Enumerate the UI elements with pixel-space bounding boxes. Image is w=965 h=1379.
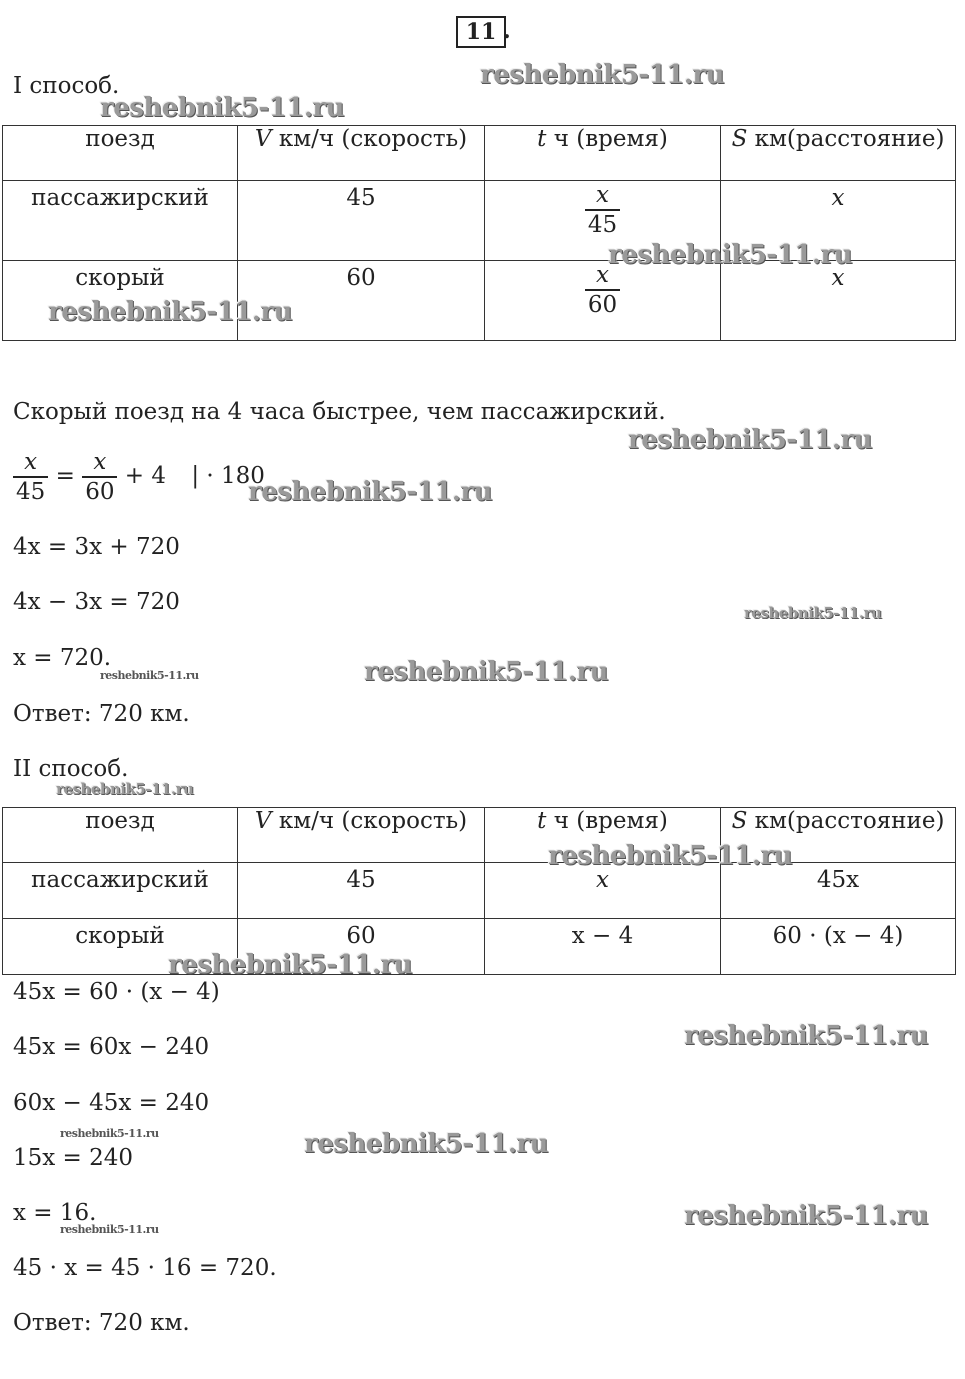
- header-time: t ч (время): [485, 808, 721, 863]
- header-train: поезд: [3, 126, 238, 181]
- watermark: reshebnik5-11.ru: [684, 1021, 929, 1051]
- cell-train: скорый: [3, 261, 238, 341]
- step: x = 16.: [13, 1200, 97, 1226]
- method2-title: II способ.: [13, 756, 129, 782]
- watermark: reshebnik5-11.ru: [248, 477, 493, 507]
- watermark: reshebnik5-11.ru: [56, 780, 194, 798]
- watermark: reshebnik5-11.ru: [628, 425, 873, 455]
- header-distance: S км(расстояние): [721, 808, 956, 863]
- watermark: reshebnik5-11.ru: [480, 60, 725, 90]
- watermark: reshebnik5-11.ru: [548, 841, 793, 871]
- header-distance: S км(расстояние): [721, 126, 956, 181]
- step: 15x = 240: [13, 1145, 134, 1171]
- step: 45x = 60x − 240: [13, 1034, 210, 1060]
- step: 4x − 3x = 720: [13, 589, 180, 615]
- header-speed: V км/ч (скорость): [238, 808, 485, 863]
- cell-speed: 45: [238, 181, 485, 261]
- cell-speed: 60: [238, 261, 485, 341]
- watermark: reshebnik5-11.ru: [100, 93, 345, 123]
- cell-distance: 45x: [721, 863, 956, 919]
- header-speed: V км/ч (скорость): [238, 126, 485, 181]
- cell-time: x: [485, 863, 721, 919]
- watermark: reshebnik5-11.ru: [304, 1129, 549, 1159]
- watermark: reshebnik5-11.ru: [100, 669, 199, 682]
- header-train: поезд: [3, 808, 238, 863]
- time-fraction: $\frac{x}{45}$: [585, 181, 620, 239]
- cell-train: скорый: [3, 919, 238, 975]
- answer-2: Ответ: 720 км.: [13, 1310, 190, 1336]
- rhs-fraction: $\frac{x}{60}$: [82, 448, 117, 506]
- method1-title: I способ.: [13, 73, 120, 99]
- statement: Скорый поезд на 4 часа быстрее, чем пассажирский.: [13, 399, 666, 425]
- lhs-fraction: $\frac{x}{45}$: [13, 448, 48, 506]
- watermark: reshebnik5-11.ru: [60, 1127, 159, 1140]
- watermark: reshebnik5-11.ru: [744, 604, 882, 622]
- cell-speed: 60: [238, 919, 485, 975]
- step: x = 720.: [13, 645, 112, 671]
- equation-1: $\frac{x}{45}$ = $\frac{x}{60}$ + 4 | · 180: [13, 448, 265, 506]
- step: 60x − 45x = 240: [13, 1090, 210, 1116]
- cell-distance: x: [721, 261, 956, 341]
- watermark: reshebnik5-11.ru: [168, 950, 413, 980]
- step: 45 · x = 45 · 16 = 720.: [13, 1255, 277, 1281]
- watermark: reshebnik5-11.ru: [364, 657, 609, 687]
- cell-speed: 45: [238, 863, 485, 919]
- header-time: t ч (время): [485, 126, 721, 181]
- problem-number-dot: .: [503, 18, 511, 44]
- table-header-row: [3, 808, 956, 863]
- step: 4x = 3x + 720: [13, 534, 180, 560]
- method2-table: [2, 807, 956, 975]
- watermark: reshebnik5-11.ru: [48, 297, 293, 327]
- cell-distance: x: [721, 181, 956, 261]
- answer-1: Ответ: 720 км.: [13, 701, 190, 727]
- cell-train: пассажирский: [3, 181, 238, 261]
- cell-time: x − 4: [485, 919, 721, 975]
- problem-number: 11: [456, 16, 506, 48]
- watermark: reshebnik5-11.ru: [608, 240, 853, 270]
- table-header-row: [3, 126, 956, 181]
- cell-train: пассажирский: [3, 863, 238, 919]
- cell-distance: 60 · (x − 4): [721, 919, 956, 975]
- watermark: reshebnik5-11.ru: [60, 1223, 159, 1236]
- time-fraction: $\frac{x}{60}$: [585, 261, 620, 319]
- watermark: reshebnik5-11.ru: [684, 1201, 929, 1231]
- cell-time: [485, 261, 721, 341]
- step: 45x = 60 · (x − 4): [13, 979, 220, 1005]
- table-row: [3, 919, 956, 975]
- table-row: [3, 863, 956, 919]
